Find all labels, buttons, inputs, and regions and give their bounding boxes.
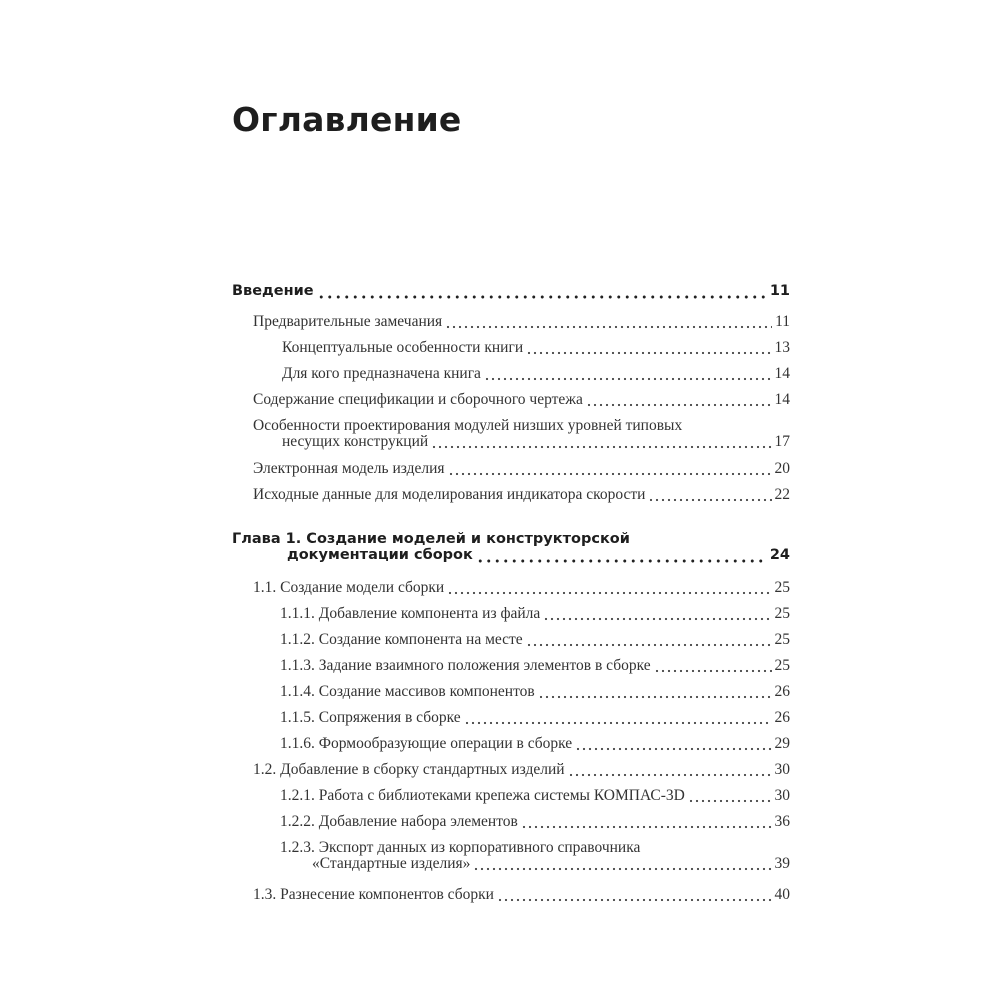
toc-entry[interactable] [253,313,790,333]
toc-entry-page: 13 [774,339,790,356]
toc-entry-title: 1.2.2. Добавление набора элементов [280,813,518,830]
dot-leader [317,287,767,299]
dot-leader [526,343,771,355]
toc-entry-page: 30 [774,761,790,778]
toc-entry-title: Исходные данные для моделирования индикатора скорости [253,486,646,503]
toc-entry[interactable] [253,391,790,411]
toc-entry[interactable] [282,365,790,385]
toc-entry-title: Концептуальные особенности книги [282,339,524,356]
dot-leader [464,713,772,725]
toc-entry[interactable] [282,433,790,453]
dot-leader [568,765,772,777]
toc-entry-page: 40 [774,886,790,903]
toc-entry-page: 11 [769,283,790,299]
dot-leader [648,490,771,502]
toc-entry-title: 1.1.4. Создание массивов компонентов [280,683,535,700]
toc-entry-title: Введение [232,283,314,299]
toc-entry-page: 26 [774,709,790,726]
dot-leader [476,551,767,563]
dot-leader [521,817,772,829]
toc-entry-title: Электронная модель изделия [253,460,445,477]
toc-entry[interactable] [280,813,790,833]
toc-entry[interactable] [280,787,790,807]
toc-entry[interactable] [280,605,790,625]
dot-leader [484,369,772,381]
toc-entry-page: 25 [774,605,790,622]
dot-leader [586,395,772,407]
dot-leader [688,791,772,803]
toc-entry-page: 26 [774,683,790,700]
toc-entry-title: 1.1.2. Создание компонента на месте [280,631,523,648]
dot-leader [431,437,771,449]
toc-entry[interactable] [280,683,790,703]
dot-leader [497,890,772,902]
toc-entry-title: Предварительные замечания [253,313,443,330]
toc-entry-title: Для кого предназначена книга [282,365,481,382]
toc-entry-page: 30 [774,787,790,804]
toc-entry-title: 1.1. Создание модели сборки [253,579,445,596]
dot-leader [543,609,771,621]
dot-leader [654,661,772,673]
toc-entry[interactable] [253,579,790,599]
dot-leader [575,739,771,751]
toc-entry[interactable] [280,709,790,729]
toc-entry[interactable] [280,631,790,651]
dot-leader [448,464,772,476]
page-title: Оглавление [232,100,462,139]
toc-entry-page: 14 [774,365,790,382]
toc-entry-title: Содержание спецификации и сборочного чертежа [253,391,583,408]
toc-entry-first-line: Особенности проектирования модулей низших уровней типовых [253,417,683,434]
toc-entry-title: 1.1.5. Сопряжения в сборке [280,709,461,726]
toc-entry-page: 29 [774,735,790,752]
toc-entry-page: 14 [774,391,790,408]
toc-entry[interactable] [253,886,790,906]
toc-entry-title: 1.1.3. Задание взаимного положения элементов в сборке [280,657,651,674]
toc-entry[interactable] [232,283,790,303]
toc-entry[interactable] [280,657,790,677]
dot-leader [473,859,771,871]
toc-entry[interactable] [280,735,790,755]
toc-entry-page: 36 [774,813,790,830]
toc-entry-page: 17 [774,433,790,450]
dot-leader [445,317,772,329]
toc-entry-title: 1.2.1. Работа с библиотеками крепежа системы КОМПАС-3D [280,787,685,804]
toc-entry[interactable] [253,761,790,781]
toc-entry-page: 20 [774,460,790,477]
toc-entry-page: 25 [774,657,790,674]
toc-entry-title: 1.3. Разнесение компонентов сборки [253,886,494,903]
toc-entry[interactable] [312,855,790,875]
dot-leader [538,687,772,699]
toc-entry-title: 1.2. Добавление в сборку стандартных изделий [253,761,565,778]
toc-entry-title: документации сборок [287,547,473,563]
toc-entry-title: «Стандартные изделия» [312,855,471,872]
toc-entry-title: 1.1.1. Добавление компонента из файла [280,605,541,622]
toc-entry-first-line: 1.2.3. Экспорт данных из корпоративного справочника [280,839,641,856]
toc-entry-page: 22 [774,486,790,503]
toc-entry[interactable] [253,460,790,480]
toc-entry-first-line: Глава 1. Создание моделей и конструкторской [232,531,630,547]
toc-entry[interactable] [287,547,790,567]
toc-entry-page: 25 [774,631,790,648]
dot-leader [447,583,771,595]
toc-entry-title: несущих конструкций [282,433,429,450]
dot-leader [526,635,772,647]
toc-entry[interactable] [253,486,790,506]
toc-entry-page: 24 [769,547,790,563]
toc-entry-page: 11 [775,313,790,330]
toc-entry[interactable] [282,339,790,359]
toc-entry-title: 1.1.6. Формообразующие операции в сборке [280,735,573,752]
toc-entry-page: 39 [774,855,790,872]
toc-entry-page: 25 [774,579,790,596]
